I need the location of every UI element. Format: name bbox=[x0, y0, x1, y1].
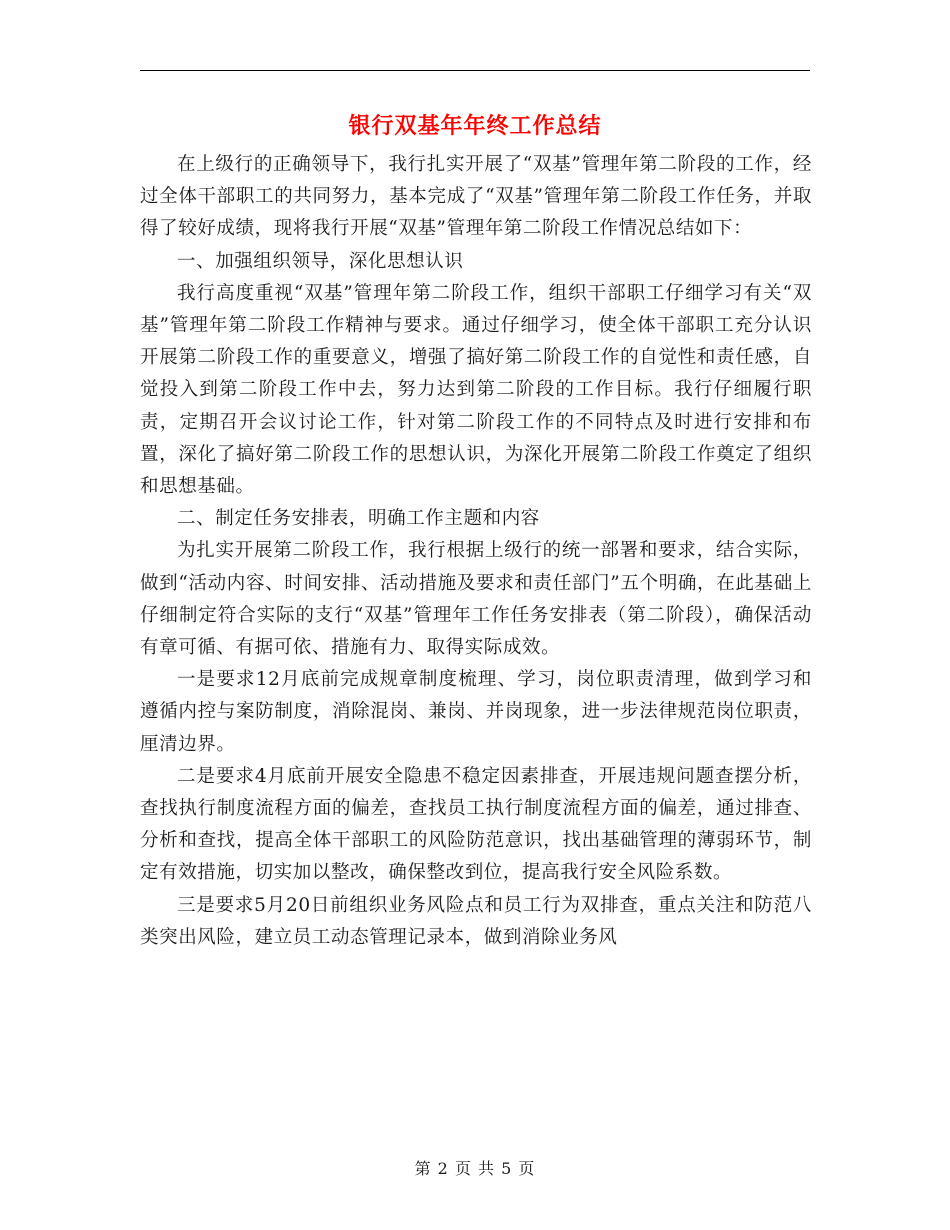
page-number-footer: 第 2 页 共 5 页 bbox=[414, 1159, 536, 1178]
paragraph-intro: 在上级行的正确领导下，我行扎实开展了“双基”管理年第二阶段的工作，经过全体干部职工的共同努力，基本完成了“双基”管理年第二阶段工作任务，并取得了较好成绩，现将我行开展“双基”管理年第二阶段工作情况总结如下： bbox=[140, 154, 812, 240]
header-rule bbox=[140, 70, 810, 71]
section-heading-1: 一、加强组织领导，深化思想认识 bbox=[177, 250, 464, 272]
paragraph-section-1: 我行高度重视“双基”管理年第二阶段工作，组织干部职工仔细学习有关“双基”管理年第二阶段工作精神与要求。通过仔细学习，使全体干部职工充分认识开展第二阶段工作的重要意义，增强了搞好第二阶段工作的自觉性和责任感，自觉投入到第二阶段工作中去，努力达到第二阶段的工作目标。我行仔细履行职责，定期召开会议讨论工作，针对第二阶段工作的不同特点及时进行安排和布置，深化了搞好第二阶段工作的思想认识，为深化开展第二阶段工作奠定了组织和思想基础。 bbox=[140, 282, 812, 498]
paragraph-item-1: 一是要求12月底前完成规章制度梳理、学习，岗位职责清理，做到学习和遵循内控与案防制度，消除混岗、兼岗、并岗现象，进一步法律规范岗位职责，厘清边界。 bbox=[140, 669, 812, 755]
paragraph-item-3: 三是要求5月20日前组织业务风险点和员工行为双排查，重点关注和防范八类突出风险，建立员工动态管理记录本，做到消除业务风 bbox=[140, 894, 812, 948]
paragraph-item-2: 二是要求4月底前开展安全隐患不稳定因素排查，开展违规问题查摆分析，查找执行制度流程方面的偏差，查找员工执行制度流程方面的偏差，通过排查、分析和查找，提高全体干部职工的风险防范意识，找出基础管理的薄弱环节，制定有效措施，切实加以整改，确保整改到位，提高我行安全风险系数。 bbox=[140, 765, 812, 884]
section-heading-2: 二、制定任务安排表，明确工作主题和内容 bbox=[177, 508, 540, 530]
document-body bbox=[140, 149, 812, 954]
document-title: 银行双基年年终工作总结 bbox=[348, 113, 602, 139]
paragraph-section-2: 为扎实开展第二阶段工作，我行根据上级行的统一部署和要求，结合实际，做到“活动内容、时间安排、活动措施及要求和责任部门”五个明确，在此基础上仔细制定符合实际的支行“双基”管理年工作任务安排表（第二阶段），确保活动有章可循、有据可依、措施有力、取得实际成效。 bbox=[140, 540, 812, 659]
